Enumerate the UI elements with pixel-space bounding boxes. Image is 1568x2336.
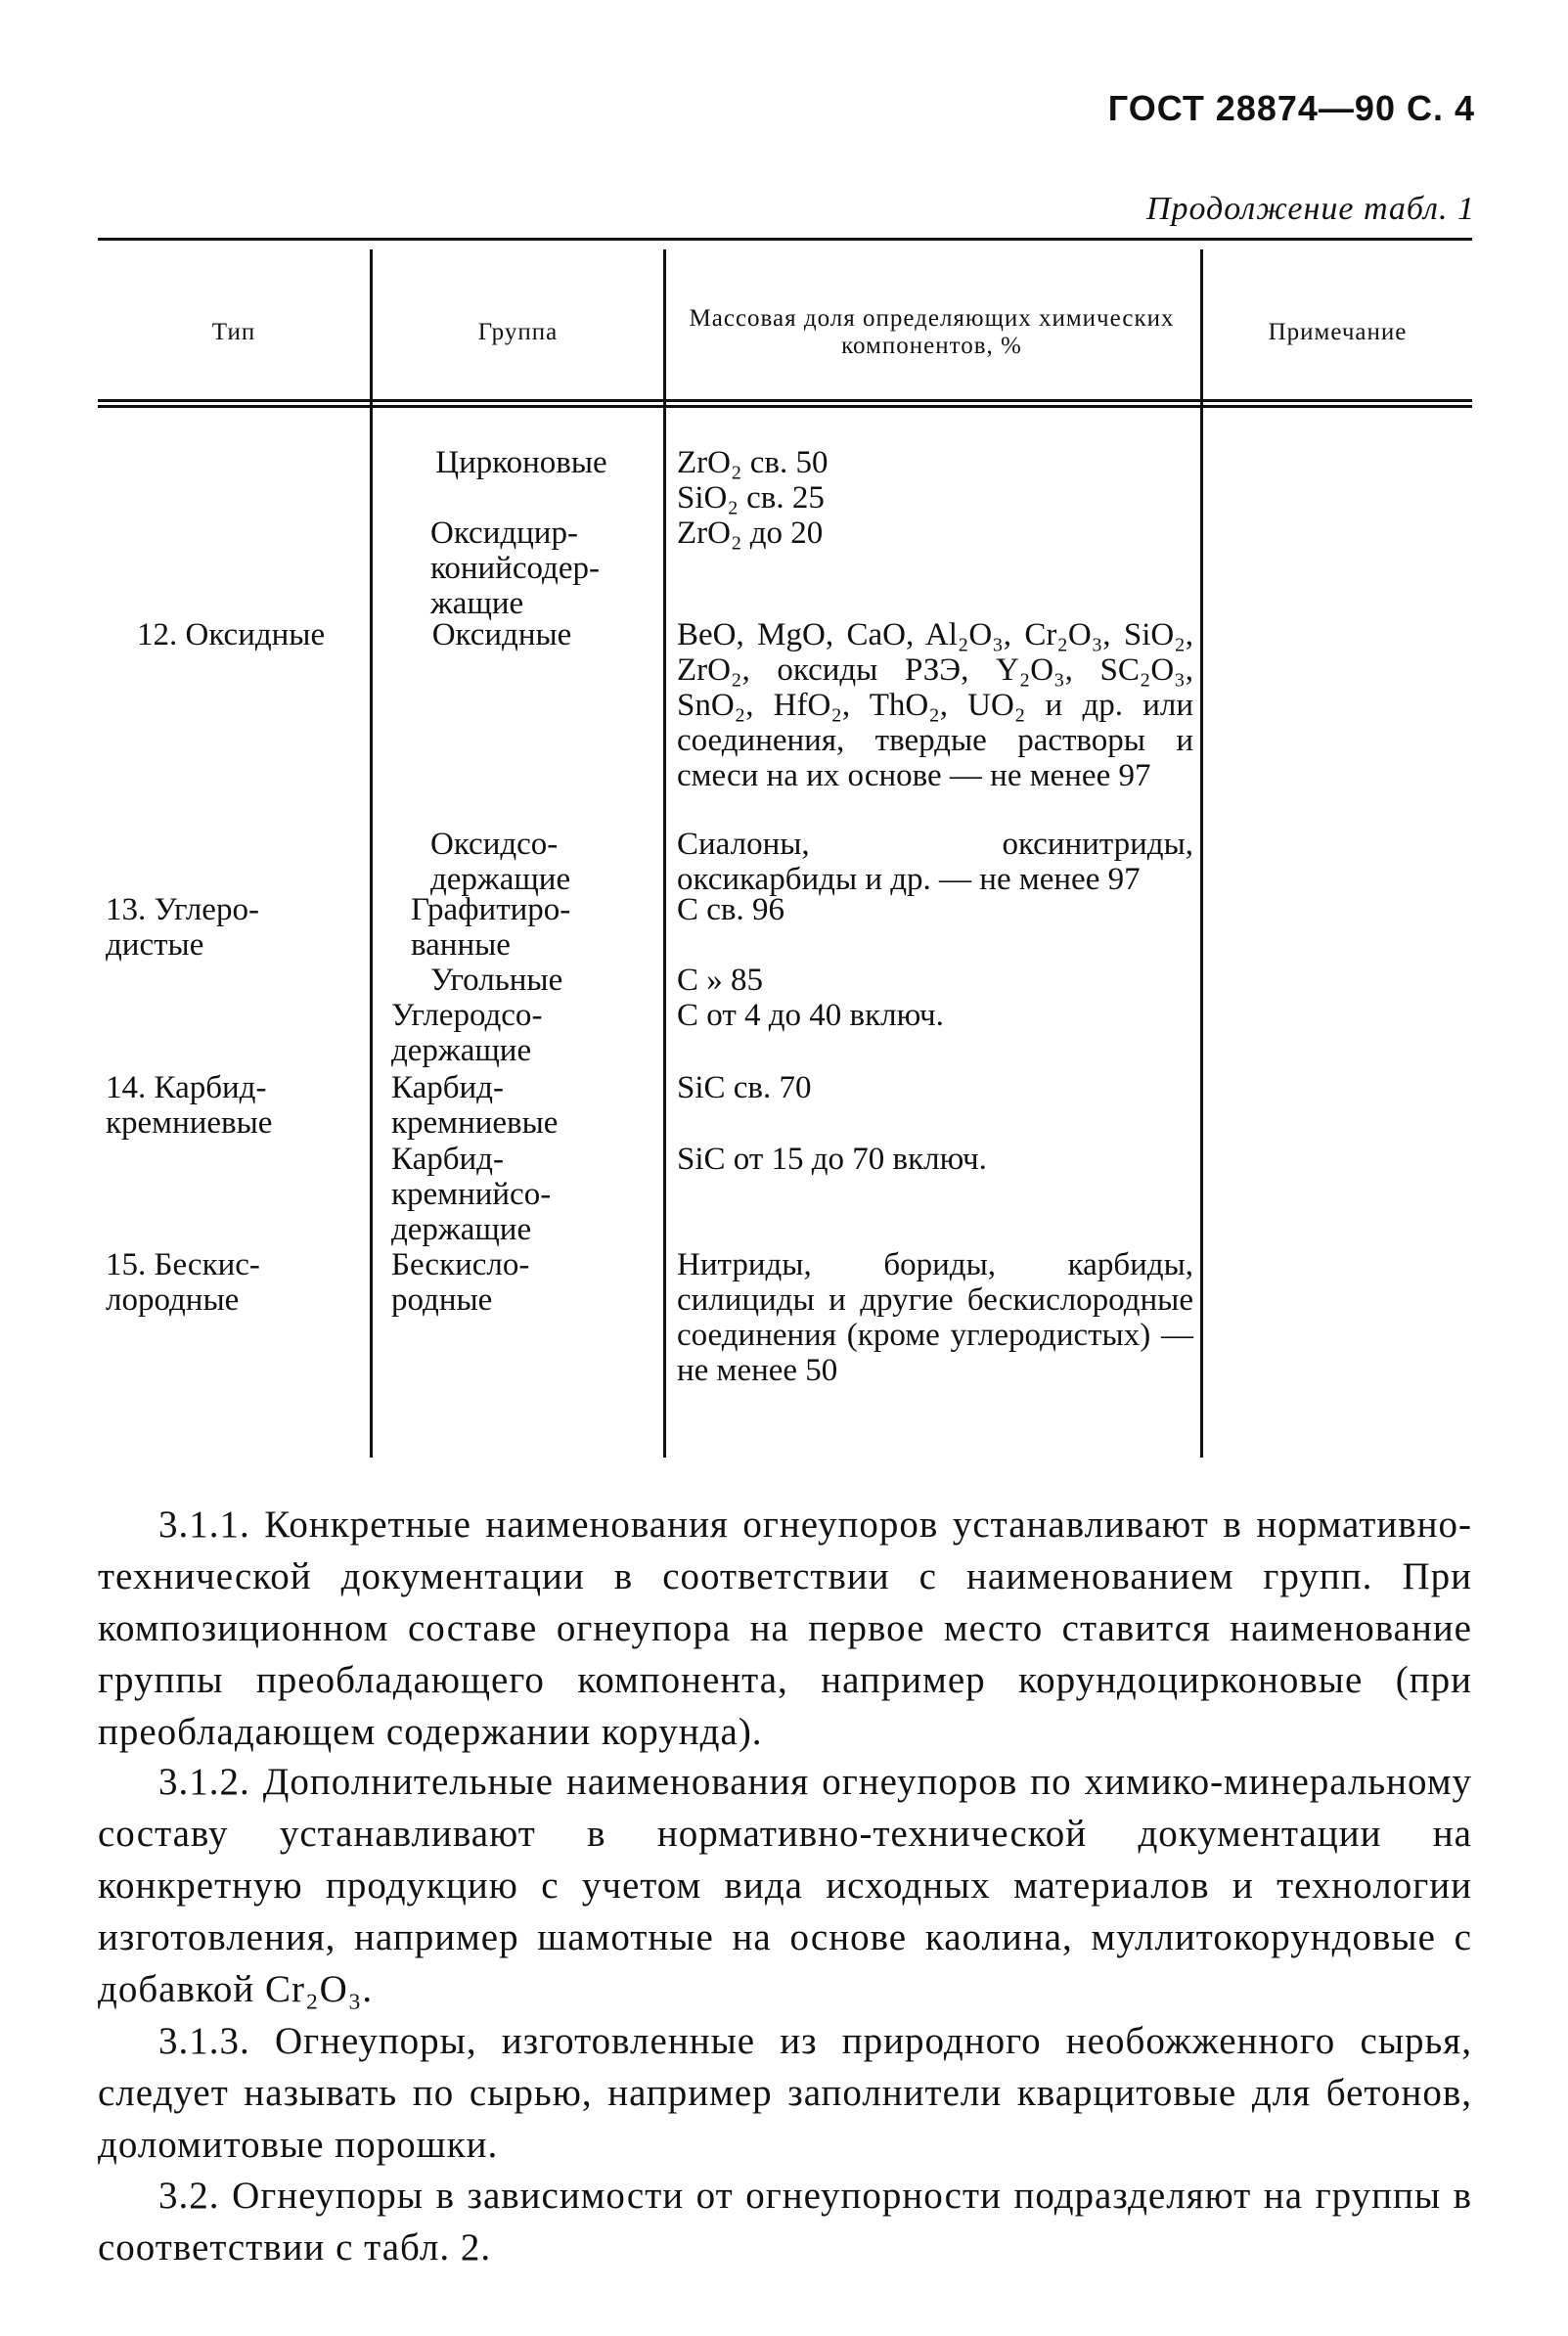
column-divider — [370, 249, 373, 1458]
composition-cell: SiC св. 70 — [677, 1070, 812, 1105]
group-cell: Карбидкремниевые — [391, 1070, 559, 1141]
column-divider — [663, 249, 666, 1458]
composition-cell: C от 4 до 40 включ. — [677, 998, 944, 1033]
table-header-rule-second — [98, 405, 1472, 408]
table-continuation-caption: Продолжение табл. 1 — [1145, 191, 1475, 227]
paragraph-3-1-2: 3.1.2. Дополнительные наименования огнеупоров по химико-минеральному составу устанавливают в нормативно-технической документации на конкретную продукцию с учетом вида исходных материалов и технологии изготовления, например шамотные на основе каолина, муллитокорундовые с добавкой Cr₂O₃. — [98, 1761, 1472, 2010]
group-cell: Бескислородные — [391, 1247, 530, 1318]
group-cell: Оксидцирконийсодержащие — [430, 516, 600, 621]
composition-cell: C св. 96 — [677, 892, 784, 927]
type-cell: 13. Углеродистые — [106, 892, 259, 963]
composition-cell: ZrO₂ св. 50 SiO₂ св. 25 — [677, 445, 829, 516]
paragraph-3-2: 3.2. Огнеупоры в зависимости от огнеупорности подразделяют на группы в соответствии с табл. 2. — [98, 2175, 1472, 2269]
column-header-composition: Массовая доля определяющих химических компонентов, % — [689, 305, 1175, 359]
type-cell: 15. Бескислородные — [106, 1247, 260, 1318]
column-header-type: Тип — [211, 319, 256, 345]
group-cell: Графитированные — [411, 892, 571, 963]
type-cell: 14. Карбидкремниевые — [106, 1070, 273, 1141]
group-cell: Карбидкремнийсодержащие — [391, 1142, 552, 1247]
paragraph-3-1-3: 3.1.3. Огнеупоры, изготовленные из природного необожженного сырья, следует называть по сырью, например заполнители кварцитовые для бетонов, доломитовые порошки. — [98, 2020, 1472, 2166]
composition-cell: Нитриды, бориды, карбиды, силициды и другие бескислородные соединения (кроме углеродистых) — не менее 50 — [677, 1247, 1193, 1388]
type-cell: 12. Оксидные — [137, 617, 326, 652]
standard-header: ГОСТ 28874—90 С. 4 — [1107, 88, 1475, 128]
column-header-note: Примечание — [1268, 319, 1408, 345]
composition-cell: Сиалоны, оксинитриды, оксикарбиды и др. — не менее 97 — [677, 827, 1193, 897]
table-top-rule — [98, 238, 1472, 241]
composition-cell: SiC от 15 до 70 включ. — [677, 1142, 987, 1177]
group-cell: Цирконовые — [435, 445, 607, 480]
column-header-group: Группа — [477, 319, 559, 345]
group-cell: Углеродсодержащие — [391, 998, 543, 1068]
group-cell: Оксидсодержащие — [430, 827, 571, 897]
group-cell: Оксидные — [431, 617, 572, 652]
composition-cell: BeO, MgO, CaO, Al₂O₃, Cr₂O₃, SiO₂, ZrO₂, оксиды РЗЭ, Y₂O₃, SC₂O₃, SnO₂, HfO₂, ThO₂, UO₂ и др. или соединения, твердые растворы и смеси на их основе — не менее 97 — [677, 617, 1193, 793]
group-cell: Угольные — [430, 963, 563, 998]
composition-cell: ZrO₂ до 20 — [677, 516, 824, 551]
column-divider — [1200, 249, 1203, 1458]
composition-cell: C » 85 — [677, 963, 764, 998]
paragraph-3-1-1: 3.1.1. Конкретные наименования огнеупоров устанавливают в нормативно-технической документации в соответствии с наименованием групп. При композиционном составе огнеупора на первое место ставится наименование группы преобладающего компонента, например корундоцирконовые (при преобладающем содержании корунда). — [98, 1504, 1472, 1753]
